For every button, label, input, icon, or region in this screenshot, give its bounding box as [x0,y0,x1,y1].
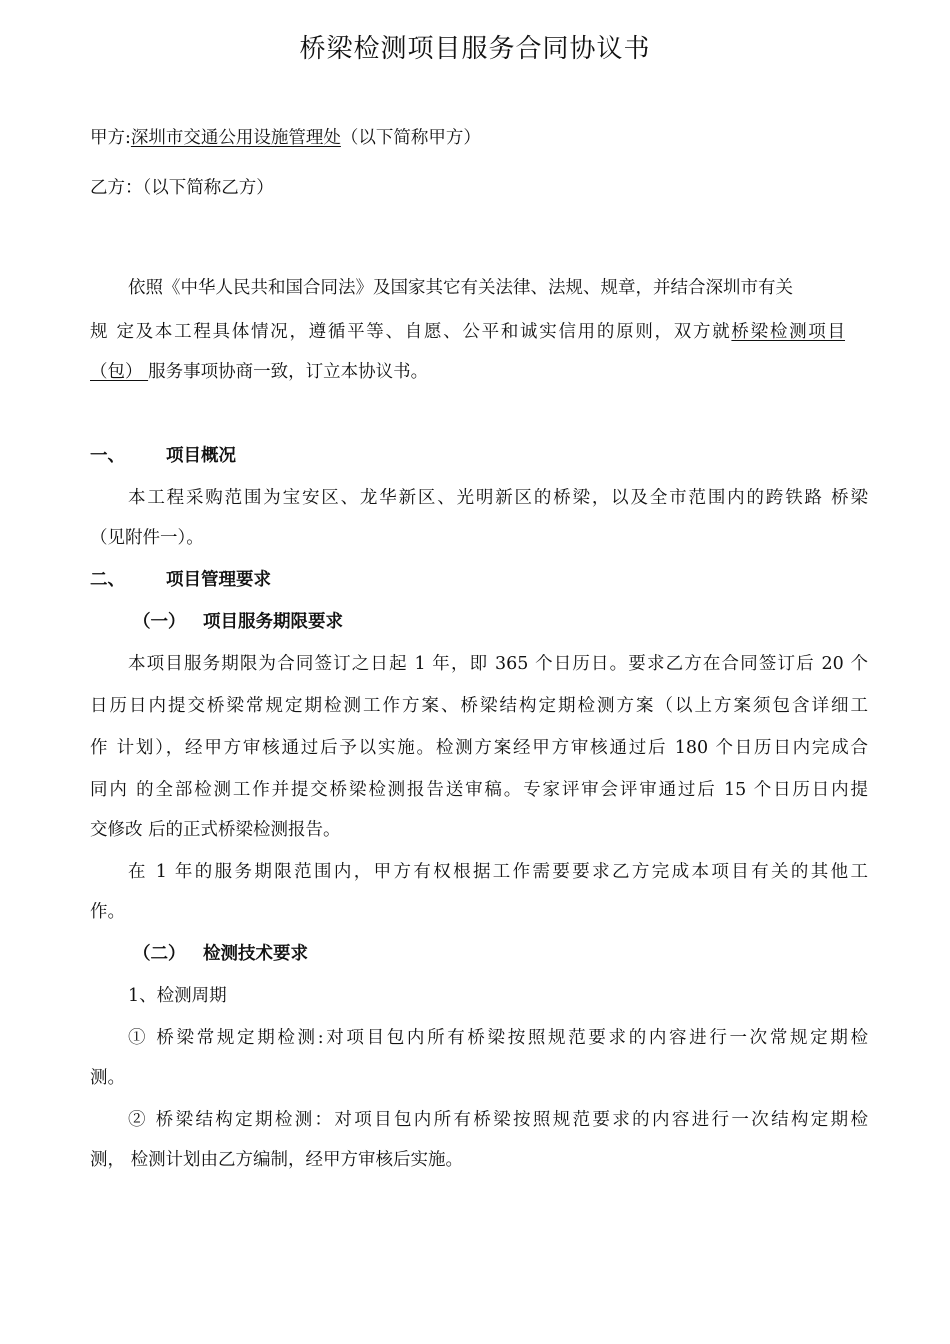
intro-line-3 [90,358,880,383]
party-a-name: 深圳市交通公用设施管理处 [130,128,341,148]
routine-inspection-line: 测。 [90,1068,125,1088]
inspection-cycle-title: 1、检测周期 [128,986,227,1006]
party-b-line [90,174,880,199]
party-b-label: 乙方： [90,178,143,198]
service-period-line: 交修改 后的正式桥梁检测报告。 [90,820,341,840]
section-1-heading [90,442,236,467]
party-a-label: 甲方: [90,128,131,148]
section-2-title: 项目管理要求 [166,570,271,590]
section-1-line-1: 本工程采购范围为宝安区、龙华新区、光明新区的桥梁，以及全市范围内的跨铁路 桥梁 [128,488,868,508]
service-period-line: 同内 的全部检测工作并提交桥梁检测报告送审稿。专家评审会评审通过后 15 个日历日内提 [90,780,868,800]
subsection-1-number: （一） [133,612,186,632]
service-period-line: 日历日内提交桥梁常规定期检测工作方案、桥梁结构定期检测方案（以上方案须包含详细工 [90,696,868,716]
section-2-heading [90,566,271,591]
party-a-suffix: （以下简称甲方） [340,128,481,148]
intro-line-2-text: 规 定及本工程具体情况，遵循平等、自愿、公平和诚实信用的原则，双方就 [90,322,732,342]
other-work-line: 作。 [90,902,125,922]
party-b-suffix: （以下简称乙方） [142,178,274,198]
section-1-title: 项目概况 [166,446,236,466]
routine-inspection-line: ① 桥梁常规定期检测:对项目包内所有桥梁按照规范要求的内容进行一次常规定期检 [128,1028,868,1048]
intro-package: （包） [90,362,149,382]
service-period-line: 作 计划），经甲方审核通过后予以实施。检测方案经甲方审核通过后 180 个日历日内完成合 [90,738,868,758]
service-period-line: 本项目服务期限为合同签订之日起 1 年，即 365 个日历日。要求乙方在合同签订后 20 个 [128,654,868,674]
intro-line-3-text: 服务事项协商一致，订立本协议书。 [148,362,429,382]
intro-project-name: 桥梁检测项目 [731,322,846,342]
subsection-1-title: 项目服务期限要求 [203,612,343,632]
subsection-2-heading [133,940,308,965]
subsection-1-heading [133,608,343,633]
section-1-line-2: （见附件一）。 [90,528,204,548]
subsection-2-number: （二） [133,944,186,964]
structural-inspection-line: ② 桥梁结构定期检测：对项目包内所有桥梁按照规范要求的内容进行一次结构定期检 [128,1110,868,1130]
document-title: 桥梁检测项目服务合同协议书 [299,34,651,64]
subsection-2-title: 检测技术要求 [203,944,308,964]
intro-line-1: 依照《中华人民共和国合同法》及国家其它有关法律、法规、规章，并结合深圳市有关 [128,278,793,298]
section-1-number: 一、 [90,446,125,466]
other-work-line: 在 1 年的服务期限范围内，甲方有权根据工作需要要求乙方完成本项目有关的其他工 [128,862,868,882]
section-2-number: 二、 [90,570,125,590]
party-a-line [90,124,880,149]
structural-inspection-line: 测， 检测计划由乙方编制，经甲方审核后实施。 [90,1150,464,1170]
intro-line-2 [90,318,845,343]
